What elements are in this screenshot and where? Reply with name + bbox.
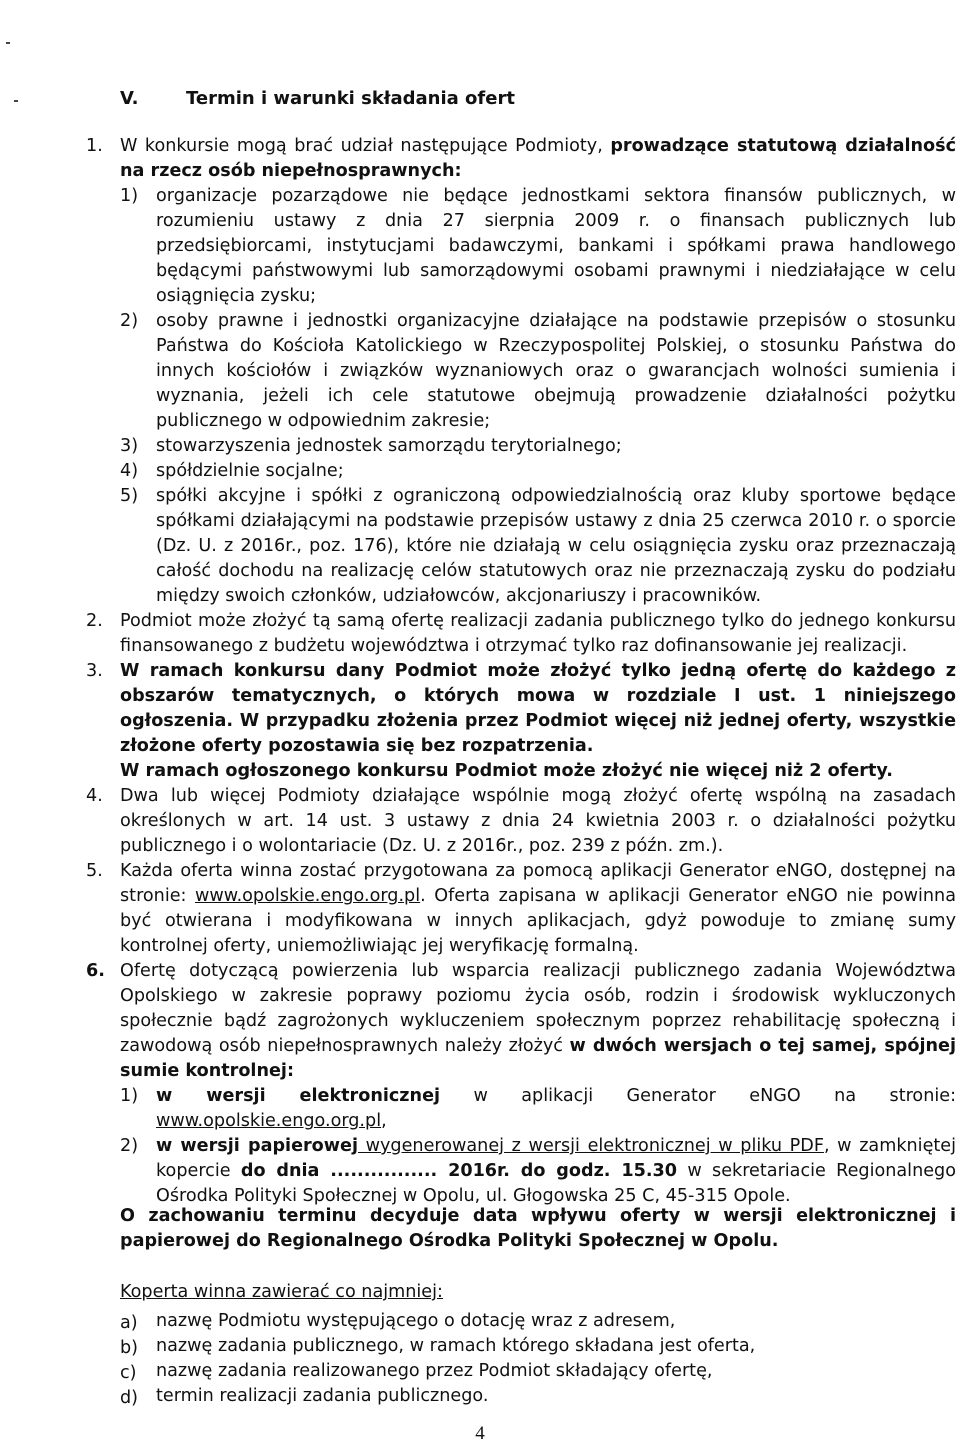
subitem-1-2 [120,309,956,434]
envelope-title: Koperta winna zawierać co najmniej: [120,1282,443,1302]
envelope-requirements [120,1280,956,1409]
closing-statement: O zachowaniu terminu decyduje data wpływu oferty w wersji elektronicznej i papierowej do Regionalnego Ośrodka Polityki Społecznej w Opolu. [120,1206,956,1251]
list-item-1 [86,134,956,609]
list-item-4 [86,784,956,859]
deadline-text: do dnia ................ 2016r. do godz. 15.30 [240,1161,677,1181]
list-item-2 [86,609,956,659]
item-2-text: Podmiot może złożyć tą samą ofertę realizacji zadania publicznego tylko do jednego konkursu finansowanego z budżetu województwa i otrzymać tylko raz dofinansowanie jej realizacji. [120,611,956,656]
item-number: 2. [86,611,103,631]
paper-version-text: , w zamkniętej kopercie [156,1136,957,1181]
envelope-text: nazwę zadania publicznego, w ramach którego składana jest oferta, [156,1336,756,1356]
subitem-text: osoby prawne i jednostki organizacyjne działające na podstawie przepisów o stosunku Państwa do Kościoła Katolickiego w Rzeczypospolitej Polskiej, o stosunku Państwa do innych kościołów i związków wyznaniowych oraz o gwarancjach wolności sumienia i wyznania, jeżeli ich cele statutowe obejmują prowadzenie działalności pożytku publicznego w odpowiednim zakresie; [156,311,956,431]
section-title: Termin i warunki składania ofert [186,88,515,109]
item-6-paragraph [120,959,956,1084]
subitem-number: 5) [120,486,139,506]
subitem-1-4 [120,459,956,484]
address-text: w sekretariacie Regionalnego Ośrodka Polityki Społecznej w Opolu, ul. Głogowska 25 C, 45-315 Opole. [156,1161,956,1206]
paper-version-underlined: wygenerowanej z wersji elektronicznej w pliku PDF [358,1136,824,1156]
subitem-number: 2) [120,1136,139,1156]
item-number: 1. [86,136,103,156]
list-item-3 [86,659,956,784]
item-3-limit-text: W ramach ogłoszonego konkursu Podmiot może złożyć nie więcej niż 2 oferty. [120,761,893,781]
envelope-item-b [120,1334,956,1359]
envelope-letter: d) [120,1388,139,1408]
item-number: 3. [86,661,103,681]
subitem-text [156,1134,956,1209]
list-item-5 [86,859,956,959]
subitem-1-3 [120,434,956,459]
item-3-bold-text: W ramach konkursu dany Podmiot może złożyć tylko jedną ofertę do każdego z obszarów tematycznych, o których mowa w rozdziale I ust. 1 niniejszego ogłoszenia. W przypadku złożenia przez Podmiot więcej niż jednej oferty, wszystkie złożone oferty pozostawia się bez rozpatrzenia. [120,661,956,756]
envelope-item-d [120,1384,956,1409]
subitem-text [156,1084,956,1134]
item-number: 6. [86,961,105,981]
subitem-number: 1) [120,1086,139,1106]
engo-link[interactable]: www.opolskie.engo.org.pl [195,886,421,906]
page-number: 4 [475,1423,485,1444]
subitem-1-1 [120,184,956,309]
subitem-1-5 [120,484,956,609]
envelope-text: nazwę zadania realizowanego przez Podmiot składający ofertę, [156,1361,713,1381]
item-1-intro-text: W konkursie mogą brać udział następujące Podmioty, [120,136,611,156]
envelope-letter: c) [120,1363,137,1383]
item-5-paragraph [120,859,956,959]
subitem-number: 1) [120,186,139,206]
item-number: 4. [86,786,103,806]
envelope-text: nazwę Podmiotu występującego o dotację wraz z adresem, [156,1311,676,1331]
subitem-number: 4) [120,461,139,481]
item-1-intro [120,134,956,184]
paper-version-label: w wersji papierowej [156,1136,358,1156]
item-number: 5. [86,861,103,881]
section-number: V. [120,88,139,109]
section-heading [120,86,515,111]
scan-mark [14,100,18,102]
item-5-text: Każda oferta winna zostać przygotowana za pomocą aplikacji Generator eNGO, dostępnej na stronie: [120,861,956,906]
scan-mark [6,42,10,44]
conditions-list [86,134,956,1209]
subitem-6-1 [120,1084,956,1134]
subitem-text: organizacje pozarządowe nie będące jednostkami sektora finansów publicznych, w rozumieniu ustawy z dnia 27 sierpnia 2009 r. o finansach publicznych lub przedsiębiorcami, instytucjami badawczymi, bankami i spółkami prawa handlowego będącymi państwowymi lub samorządowymi osobami prawnymi i niedziałające w celu osiągnięcia zysku; [156,186,956,306]
envelope-item-c [120,1359,956,1384]
electronic-version-text: w aplikacji Generator eNGO na stronie: [440,1086,956,1106]
electronic-version-label: w wersji elektronicznej [156,1086,441,1106]
punctuation: , [381,1111,387,1131]
engo-link[interactable]: www.opolskie.engo.org.pl [156,1111,382,1131]
envelope-text: termin realizacji zadania publicznego. [156,1386,489,1406]
list-item-6 [86,959,956,1209]
subitem-text: spółdzielnie socjalne; [156,461,344,481]
item-6-text: Ofertę dotyczącą powierzenia lub wsparcia realizacji publicznego zadania Województwa Opolskiego w zakresie poprawy poziomu życia osób, rodzin i środowisk wykluczonych społecznie bądź zagrożonych wykluczeniem społecznym poprzez rehabilitację społeczną i zawodową osób niepełnosprawnych należy złożyć [120,961,956,1056]
item-4-text: Dwa lub więcej Podmioty działające wspólnie mogą złożyć ofertę wspólną na zasadach określonych w art. 14 ust. 3 ustawy z dnia 24 kwietnia 2003 r. o działalności pożytku publicznego i o wolontariacie (Dz. U. z 2016r., poz. 239 z późn. zm.). [120,786,956,856]
subitem-text: spółki akcyjne i spółki z ograniczoną odpowiedzialnością oraz kluby sportowe będące spółkami działającymi na podstawie przepisów ustawy z dnia 25 czerwca 2010 r. o sporcie (Dz. U. z 2016r., poz. 176), które nie działają w celu osiągnięcia zysku oraz przeznaczają całość dochodu na realizację celów statutowych oraz nie przeznaczają zysku do podziału między swoich członków, udziałowców, akcjonariuszy i pracowników. [156,486,956,606]
envelope-letter: a) [120,1313,138,1333]
item-5-text-continued: . Oferta zapisana w aplikacji Generator eNGO nie powinna być otwierana i modyfikowana w innych aplikacjach, gdyż powoduje to zmianę sumy kontrolnej oferty, uniemożliwiając jej weryfikację formalną. [120,886,956,956]
item-6-bold-text: w dwóch wersjach o tej samej, spójnej sumie kontrolnej: [120,1036,957,1081]
subitem-6-2 [120,1134,956,1209]
subitem-text: stowarzyszenia jednostek samorządu terytorialnego; [156,436,622,456]
item-1-intro-bold: prowadzące statutową działalność na rzecz osób niepełnosprawnych: [120,136,956,181]
subitem-number: 3) [120,436,139,456]
envelope-letter: b) [120,1338,139,1358]
subitem-number: 2) [120,311,139,331]
envelope-item-a [120,1309,956,1334]
